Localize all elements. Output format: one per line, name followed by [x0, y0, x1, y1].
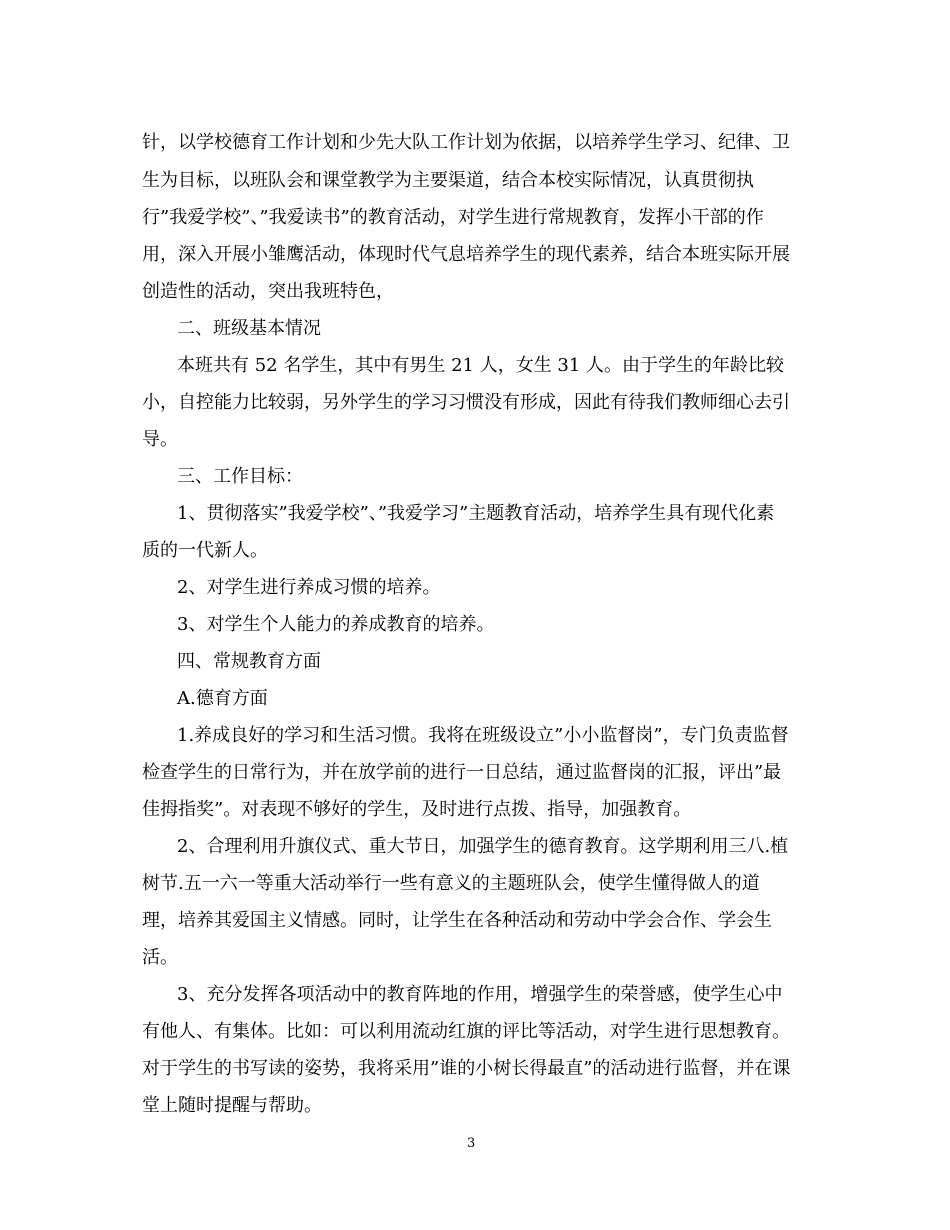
paragraph-line: 小，自控能力比较弱，另外学生的学习习惯没有形成，因此有待我们教师细心去引 — [142, 392, 790, 413]
paragraph-line: 1.养成良好的学习和生活习惯。我将在班级设立”小小监督岗”，专门负责监督 — [177, 725, 789, 746]
paragraph-line: 导。 — [142, 429, 178, 450]
paragraph-line: 针，以学校德育工作计划和少先大队工作计划为依据，以培养学生学习、纪律、卫 — [142, 132, 790, 153]
paragraph-line: 2、对学生进行养成习惯的培养。 — [177, 577, 441, 598]
paragraph-line: 用，深入开展小雏鹰活动，体现时代气息培养学生的现代素养，结合本班实际开展 — [142, 244, 790, 265]
paragraph-line: 生为目标，以班队会和课堂教学为主要渠道，结合本校实际情况，认真贯彻执 — [142, 170, 754, 191]
paragraph-line: 2、合理利用升旗仪式、重大节日，加强学生的德育教育。这学期利用三八.植 — [177, 836, 789, 857]
paragraph-line: 有他人、有集体。比如：可以利用流动红旗的评比等活动，对学生进行思想教育。 — [142, 1021, 790, 1042]
paragraph-line: 对于学生的书写读的姿势，我将采用”谁的小树长得最直”的活动进行监督，并在课 — [142, 1058, 791, 1079]
paragraph-line: 行”我爱学校”、”我爱读书”的教育活动，对学生进行常规教育，发挥小干部的作 — [142, 207, 764, 228]
paragraph-line: 3、充分发挥各项活动中的教育阵地的作用，增强学生的荣誉感，使学生心中 — [177, 984, 783, 1005]
paragraph-line: 质的一代新人。 — [142, 540, 268, 561]
paragraph-line: 本班共有 52 名学生，其中有男生 21 人，女生 31 人。由于学生的年龄比较 — [177, 355, 785, 376]
paragraph-line: 理，培养其爱国主义情感。同时，让学生在各种活动和劳动中学会合作、学会生 — [142, 910, 772, 931]
page-number: 3 — [467, 1136, 476, 1151]
subsection-heading: A.德育方面 — [177, 688, 268, 709]
section-heading: 三、工作目标： — [177, 466, 303, 487]
section-heading: 四、常规教育方面 — [177, 651, 321, 672]
paragraph-line: 检查学生的日常行为，并在放学前的进行一日总结，通过监督岗的汇报，评出”最 — [142, 762, 782, 783]
paragraph-line: 3、对学生个人能力的养成教育的培养。 — [177, 614, 495, 635]
paragraph-line: 树节.五一六一等重大活动举行一些有意义的主题班队会，使学生懂得做人的道 — [142, 873, 760, 894]
section-heading: 二、班级基本情况 — [177, 318, 321, 339]
paragraph-line: 1、贯彻落实”我爱学校”、”我爱学习”主题教育活动，培养学生具有现代化素 — [177, 503, 775, 524]
paragraph-line: 活。 — [142, 947, 178, 968]
paragraph-line: 堂上随时提醒与帮助。 — [142, 1095, 322, 1116]
paragraph-line: 佳拇指奖”。对表现不够好的学生，及时进行点拨、指导，加强教育。 — [142, 799, 692, 820]
paragraph-line: 创造性的活动，突出我班特色， — [142, 281, 394, 302]
